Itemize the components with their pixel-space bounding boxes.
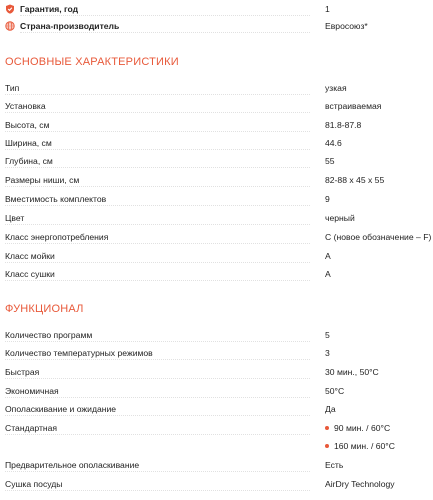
spec-value: 55 [325, 156, 335, 166]
spec-label: Цвет [5, 213, 25, 223]
globe-icon [5, 21, 15, 31]
row-divider [20, 15, 310, 16]
row-divider [5, 243, 310, 244]
spec-row-continued [0, 437, 433, 455]
row-divider [5, 167, 310, 168]
bullet-dot-icon [325, 444, 329, 448]
spec-label: Предварительное ополаскивание [5, 460, 140, 470]
spec-row [0, 363, 433, 381]
spec-value: 5 [325, 330, 330, 340]
spec-value: черный [325, 213, 355, 223]
spec-row [0, 382, 433, 400]
section-title-main: ОСНОВНЫЕ ХАРАКТЕРИСТИКИ [5, 56, 179, 68]
spec-row [0, 190, 433, 208]
spec-row [0, 475, 433, 493]
spec-row [0, 171, 433, 189]
spec-row [0, 247, 433, 265]
row-divider [5, 224, 310, 225]
spec-value: 81.8-87.8 [325, 120, 362, 130]
spec-row-country [0, 17, 433, 35]
spec-value: AirDry Technology [325, 479, 395, 489]
spec-label: Класс мойки [5, 251, 55, 261]
spec-label: Ополаскивание и ожидание [5, 404, 117, 414]
spec-label: Глубина, см [5, 156, 53, 166]
spec-value-item [325, 437, 395, 455]
spec-row [0, 400, 433, 418]
row-divider [5, 131, 310, 132]
spec-label: Количество температурных режимов [5, 348, 153, 358]
spec-label: Размеры ниши, см [5, 175, 80, 185]
row-divider [5, 186, 310, 187]
spec-label: Сушка посуды [5, 479, 63, 489]
row-divider [5, 262, 310, 263]
shield-icon [5, 4, 15, 14]
spec-row [0, 116, 433, 134]
row-divider [5, 205, 310, 206]
spec-row [0, 209, 433, 227]
bullet-dot-icon [325, 426, 329, 430]
row-divider [5, 434, 310, 435]
spec-row [0, 419, 433, 437]
spec-value: A [325, 251, 331, 261]
spec-value: Евросоюз* [325, 21, 368, 31]
spec-label: Количество программ [5, 330, 93, 340]
spec-row [0, 344, 433, 362]
row-divider [20, 32, 310, 33]
spec-row [0, 456, 433, 474]
spec-value: 82-88 x 45 x 55 [325, 175, 385, 185]
spec-label: Установка [5, 101, 46, 111]
spec-value: 30 мин., 50°C [325, 367, 379, 377]
row-divider [5, 94, 310, 95]
spec-label: Экономичная [5, 386, 59, 396]
row-divider [5, 280, 310, 281]
spec-row [0, 97, 433, 115]
row-divider [5, 149, 310, 150]
row-divider [5, 112, 310, 113]
spec-label: Тип [5, 83, 20, 93]
spec-value: Да [325, 404, 336, 414]
spec-label: Вместимость комплектов [5, 194, 107, 204]
row-divider [5, 341, 310, 342]
spec-label: Быстрая [5, 367, 40, 377]
section-title-func: ФУНКЦИОНАЛ [5, 303, 84, 315]
spec-row [0, 152, 433, 170]
row-divider [5, 359, 310, 360]
row-divider [5, 397, 310, 398]
spec-label: Класс сушки [5, 269, 55, 279]
spec-value: узкая [325, 83, 347, 93]
spec-value: 3 [325, 348, 330, 358]
spec-value: 1 [325, 4, 330, 14]
spec-label: Класс энергопотребления [5, 232, 109, 242]
spec-value: Есть [325, 460, 344, 470]
spec-value: встраиваемая [325, 101, 382, 111]
spec-label: Стандартная [5, 423, 58, 433]
spec-row [0, 265, 433, 283]
spec-row [0, 79, 433, 97]
spec-value: A [325, 269, 331, 279]
spec-label: Ширина, см [5, 138, 52, 148]
spec-row [0, 228, 433, 246]
spec-value-item [325, 419, 390, 437]
spec-label: Страна-производитель [20, 21, 120, 31]
spec-row [0, 326, 433, 344]
spec-value: C (новое обозначение – F) [325, 232, 432, 242]
spec-value: 44.6 [325, 138, 342, 148]
spec-value: 50°C [325, 386, 345, 396]
spec-value: 9 [325, 194, 330, 204]
spec-label: Высота, см [5, 120, 50, 130]
spec-value: 90 мин. / 60°C [334, 423, 391, 433]
row-divider [5, 415, 310, 416]
spec-value: 160 мин. / 60°C [334, 441, 395, 451]
spec-row-warranty [0, 0, 433, 18]
spec-label: Гарантия, год [20, 4, 79, 14]
spec-row [0, 134, 433, 152]
row-divider [5, 471, 310, 472]
row-divider [5, 378, 310, 379]
row-divider [5, 490, 310, 491]
